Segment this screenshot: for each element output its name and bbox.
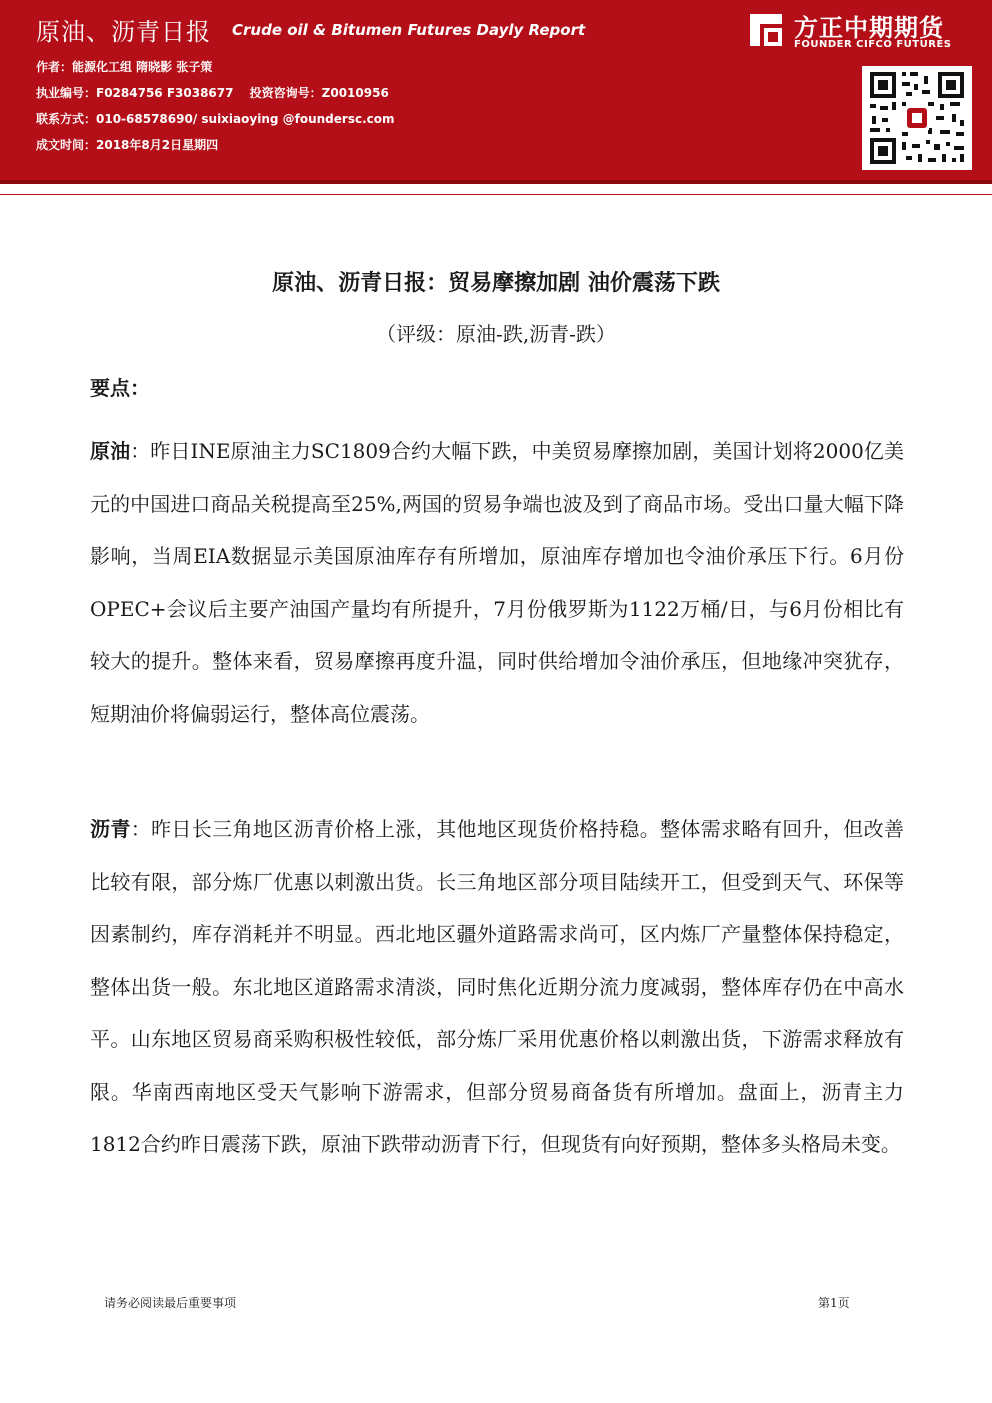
bitumen-paragraph xyxy=(90,803,904,1171)
bitumen-label: 沥青 xyxy=(90,817,131,841)
license-number: 执业编号：F0284756 F3038677 xyxy=(36,86,234,100)
bitumen-text: ：昨日长三角地区沥青价格上涨，其他地区现货价格持稳。整体需求略有回升，但改善比较有限，部分炼厂优惠以刺激出货。长三角地区部分项目陆续开工，但受到天气、环保等因素制约，库存消耗并不明显。西北地区疆外道路需求尚可，区内炼厂产量整体保持稳定，整体出货一般。东北地区道路需求清淡，同时焦化近期分流力度减弱，整体库存仍在中高水平。山东地区贸易商采购积极性较低，部分炼厂采用优惠价格以刺激出货，下游需求释放有限。华南西南地区受天气影响下游需求，但部分贸易商备货有所增加。盘面上，沥青主力1812合约昨日震荡下跌，原油下跌带动沥青下行，但现货有向好预期，整体多头格局未变。 xyxy=(90,817,905,1156)
report-title-en: Crude oil & Bitumen Futures Dayly Report xyxy=(232,21,586,39)
report-title-cn: 原油、沥青日报 xyxy=(36,18,211,46)
report-header-banner xyxy=(0,0,992,180)
page-number: 第1页 xyxy=(818,1296,850,1310)
document-rating: （评级：原油-跌,沥青-跌） xyxy=(376,322,616,346)
crude-oil-label: 原油 xyxy=(90,439,131,463)
footer-notice: 请务必阅读最后重要事项 xyxy=(104,1296,237,1310)
contact-line: 联系方式：010-68578690/ suixiaoying @foundersc.com xyxy=(36,112,395,126)
author-line: 作者：能源化工组 隋晓影 张子策 xyxy=(36,60,213,74)
qr-code-icon xyxy=(862,66,972,170)
header-thin-divider xyxy=(0,194,992,195)
advisory-number: 投资咨询号：Z0010956 xyxy=(249,86,389,100)
license-line xyxy=(36,84,401,101)
header-divider xyxy=(0,180,992,184)
founder-logo-icon xyxy=(746,10,786,50)
brand-name-cn: 方正中期期货 xyxy=(794,14,944,42)
document-title: 原油、沥青日报：贸易摩擦加剧 油价震荡下跌 xyxy=(272,271,720,296)
brand-block xyxy=(740,6,970,54)
date-line: 成文时间：2018年8月2日星期四 xyxy=(36,138,219,152)
crude-oil-paragraph xyxy=(90,425,904,740)
crude-oil-text: ：昨日INE原油主力SC1809合约大幅下跌，中美贸易摩擦加剧，美国计划将2000亿美元的中国进口商品关税提高至25%,两国的贸易争端也波及到了商品市场。受出口量大幅下降影响，当周EIA数据显示美国原油库存有所增加，原油库存增加也令油价承压下行。6月份OPEC+会议后主要产油国产量均有所提升，7月份俄罗斯为1122万桶/日，与6月份相比有较大的提升。整体来看，贸易摩擦再度升温，同时供给增加令油价承压，但地缘冲突犹存，短期油价将偏弱运行，整体高位震荡。 xyxy=(90,439,904,726)
keypoints-heading: 要点： xyxy=(90,376,150,400)
brand-name-en: FOUNDER CIFCO FUTURES xyxy=(794,39,952,50)
